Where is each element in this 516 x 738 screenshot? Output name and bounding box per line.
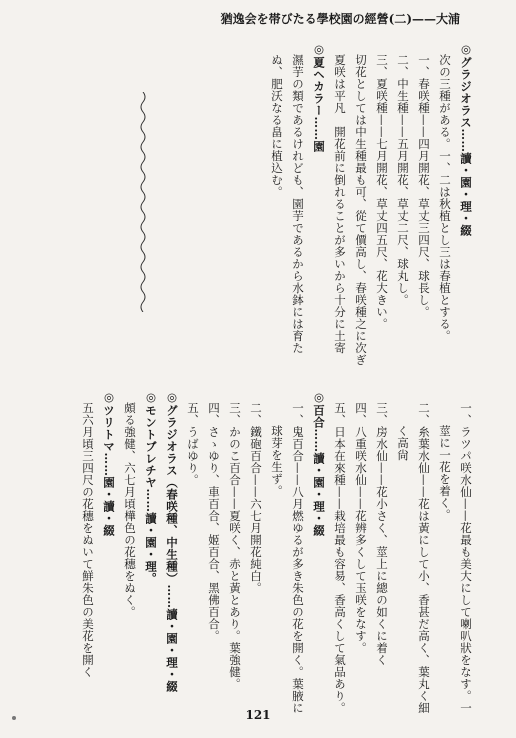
text-line: 一、鬼百合——八月燃ゆるが多き朱色の花を開く。葉腋に: [291, 401, 305, 714]
text-line: 二、鐵砲百合——六七月開花純白。: [249, 401, 263, 594]
section-heading-calla: ◎夏ヘカラー……園: [312, 42, 326, 153]
text-line: 五、日本在來種——栽培最も容易、香高くして氣品あり。: [333, 401, 347, 714]
section-heading-lily: ◎百合……讀・園・理・綴: [312, 390, 326, 537]
wavy-divider: [138, 92, 148, 312]
text-line: ぬ、肥沃なる畠に植込む。: [270, 53, 284, 198]
upper-text-block: [266, 42, 476, 366]
text-line: 一、春咲種——四月開花、草丈三四尺、球長し。: [417, 53, 431, 318]
text-line: 四、さゝゆり、車百合、姬百合、黑佛百合。: [207, 401, 221, 642]
text-line: 二、中生種——五月開花、草丈二尺、球丸し。: [396, 53, 410, 306]
text-line: 次の三種がある。一、二は秋植とし三は春植とする。: [438, 53, 452, 342]
text-line: 二、糸葉水仙——花は黃にして小、香甚だ高く、葉丸く細: [417, 401, 431, 714]
text-line: 頗る強健、六七月頃樺色の花穗をぬく。: [123, 401, 137, 618]
text-line: 切花としては中生種最も可、從て價高し、春咲種之に次ぎ: [354, 53, 368, 366]
section-heading-gladiolus-2: ◎グラジオラス（春咲種、中生種）……讀・園・理・綴: [165, 390, 179, 693]
margin-mark: [12, 716, 16, 720]
text-line: 四、八重咲水仙——花辨多くして玉咲をなす。: [354, 401, 368, 654]
text-line: 夏咲は平凡 開花前に倒れることが多いから十分に土寄: [333, 53, 347, 354]
page-number: 121: [245, 708, 271, 722]
text-line: 五、うばゆり。: [186, 401, 200, 486]
text-line: 一、ラツパ咲水仙——花最も美大にして喇叭狀をなす。一: [459, 401, 473, 714]
section-heading-gladiolus: ◎グラジオラス……讀・園・理・綴: [459, 42, 473, 237]
text-line: 莖に一花を着く。: [438, 424, 452, 521]
text-line: 三、夏咲種——七月開花、草丈四五尺、花大きい。: [375, 53, 389, 330]
text-line: 三、かのこ百合——夏咲く、赤と黃とあり。葉強健。: [228, 401, 242, 690]
lower-text-block: [77, 390, 476, 714]
section-heading-montbretia: ◎モントブレチヤ……讀・園・理。: [144, 390, 158, 585]
text-line: 球芽を生ず。: [270, 424, 284, 497]
running-head: 猶逸会を帯びたる學校園の經營(二)——大浦: [220, 12, 460, 26]
text-line: く高尙: [396, 424, 410, 461]
text-line: 三、房水仙——花小さく、莖上に總の如くに着く: [375, 401, 389, 666]
text-line: 五六月頃三四尺の花穗をぬいて鮮朱色の美花を開く: [81, 401, 95, 678]
section-heading-tritoma: ◎ツリトマ……園・讀・綴: [102, 390, 116, 537]
text-line: 濕芋の類であるけれども、園芋であるから水鉢には育た: [291, 53, 305, 354]
